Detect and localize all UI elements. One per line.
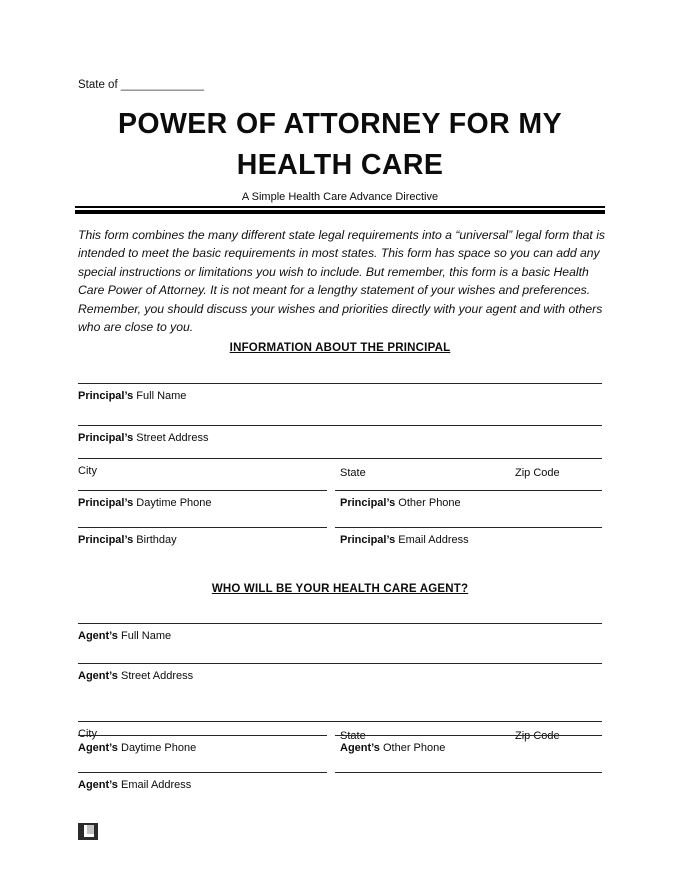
- agent-city-label: City: [78, 728, 97, 740]
- principal-daytime-phone-label: Principal’s Daytime Phone: [78, 497, 212, 509]
- agent-street-address-label: Agent’s Street Address: [78, 670, 194, 682]
- document-title-line1: POWER OF ATTORNEY FOR MY: [118, 108, 562, 140]
- agent-other-phone-label: Agent’s Other Phone: [340, 742, 446, 754]
- agent-full-name-label: Agent’s Full Name: [78, 630, 172, 642]
- principal-zip-code-label: Zip Code: [515, 466, 560, 479]
- document-title: [0, 104, 680, 186]
- agent-street-address-field[interactable]: [78, 663, 602, 682]
- agent-daytime-phone-label: Agent’s Daytime Phone: [78, 742, 197, 754]
- agent-email-extra-line-field[interactable]: [335, 772, 602, 779]
- document-title-line2: HEALTH CARE: [236, 149, 444, 181]
- divider-thick-line: [75, 210, 605, 214]
- agent-email-label: Agent’s Email Address: [78, 779, 192, 791]
- principal-street-address-field[interactable]: [78, 425, 602, 444]
- section-heading-principal: INFORMATION ABOUT THE PRINCIPAL: [229, 342, 451, 354]
- agent-email-field[interactable]: [78, 772, 327, 791]
- principal-email-label: Principal’s Email Address: [340, 534, 469, 546]
- principal-birthday-label: Principal’s Birthday: [78, 534, 177, 546]
- principal-city-label: City: [78, 465, 97, 477]
- state-of-blank-field[interactable]: _____________: [120, 79, 204, 91]
- principal-other-phone-label: Principal’s Other Phone: [340, 497, 461, 509]
- principal-state-label: State: [340, 466, 366, 479]
- section-heading-agent: WHO WILL BE YOUR HEALTH CARE AGENT?: [211, 583, 469, 595]
- document-subtitle: A Simple Health Care Advance Directive: [241, 191, 439, 203]
- legal-templates-logo-icon: [78, 823, 98, 840]
- principal-full-name-label: Principal’s Full Name: [78, 390, 187, 402]
- agent-other-phone-field[interactable]: [335, 735, 602, 754]
- intro-paragraph: This form combines the many different state legal requirements into a “universal” legal form that is intended to meet the basic requirements in most states. This form has space so you can add any special instructions or limitations you wish to include. But remember, this form is a basic Health Care Power of Attorney. It is not meant for a lengthy statement of your wishes and preferences. Remember, you should discuss your wishes and priorities directly with your agent and with others who are close to you.: [78, 228, 606, 335]
- header-divider: [75, 206, 605, 214]
- principal-city-state-zip-field[interactable]: [78, 458, 602, 477]
- principal-birthday-field[interactable]: [78, 527, 327, 546]
- principal-street-address-label: Principal’s Street Address: [78, 432, 209, 444]
- logo-l-foot-shape: [84, 834, 94, 837]
- state-of-line: [78, 79, 204, 91]
- principal-daytime-phone-field[interactable]: [78, 490, 327, 509]
- agent-state-label: State: [340, 729, 366, 742]
- principal-email-field[interactable]: [335, 527, 602, 546]
- agent-full-name-field[interactable]: [78, 623, 602, 642]
- principal-other-phone-field[interactable]: [335, 490, 602, 509]
- agent-zip-code-label: Zip Code: [515, 729, 560, 742]
- agent-daytime-phone-field[interactable]: [78, 735, 327, 754]
- principal-full-name-field[interactable]: [78, 383, 602, 402]
- state-of-label: State of: [78, 79, 121, 91]
